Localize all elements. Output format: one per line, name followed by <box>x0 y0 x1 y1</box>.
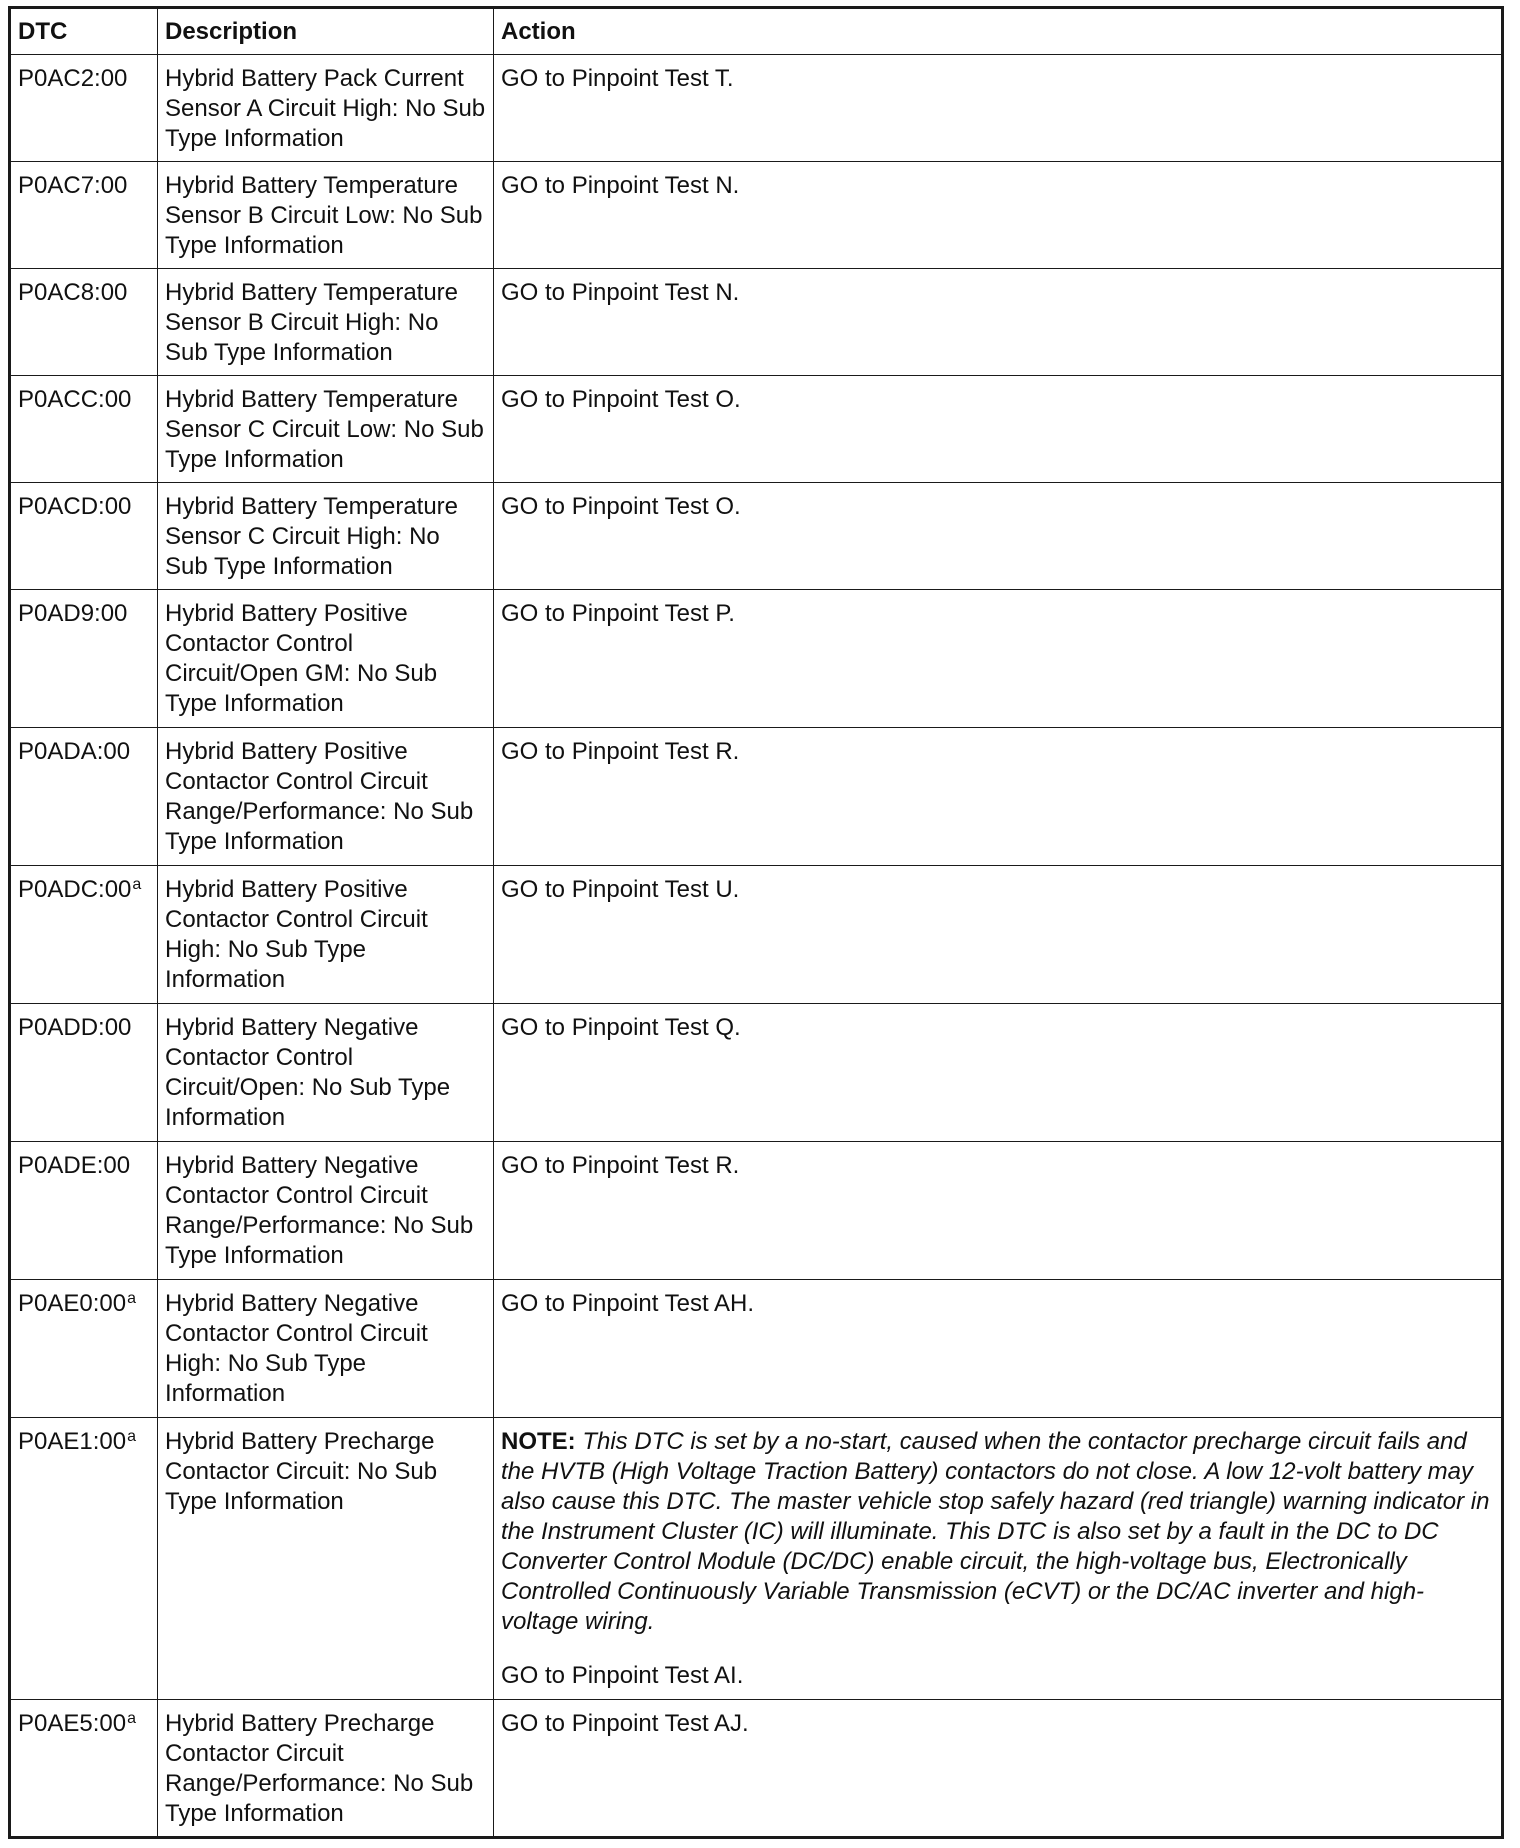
table-row <box>10 1280 1503 1418</box>
dtc-code-cell <box>10 376 158 483</box>
pinpoint-test-action: GO to Pinpoint Test R. <box>501 1152 740 1179</box>
dtc-table <box>8 6 1504 1839</box>
table-row <box>10 1142 1503 1280</box>
dtc-action-cell <box>494 1004 1503 1142</box>
dtc-action-cell <box>494 1142 1503 1280</box>
dtc-description: Hybrid Battery Negative Contactor Control Circuit/Open: No Sub Type Information <box>158 1004 494 1142</box>
dtc-code: P0AE1:00 <box>18 1428 127 1455</box>
dtc-code-cell <box>10 1418 158 1700</box>
dtc-description: Hybrid Battery Precharge Contactor Circuit: No Sub Type Information <box>158 1418 494 1700</box>
dtc-code: P0ACC:00 <box>18 386 132 413</box>
dtc-code: P0ACD:00 <box>18 493 132 520</box>
dtc-code: P0AE0:00 <box>18 1290 127 1317</box>
dtc-description: Hybrid Battery Positive Contactor Control Circuit Range/Performance: No Sub Type Information <box>158 728 494 866</box>
dtc-code-cell <box>10 866 158 1004</box>
dtc-description: Hybrid Battery Temperature Sensor B Circuit High: No Sub Type Information <box>158 269 494 376</box>
dtc-action-cell <box>494 728 1503 866</box>
dtc-action-cell <box>494 162 1503 269</box>
column-header-dtc: DTC <box>10 8 158 55</box>
dtc-code: P0ADA:00 <box>18 738 131 765</box>
table-row <box>10 590 1503 728</box>
table-row <box>10 1700 1503 1838</box>
table-row <box>10 162 1503 269</box>
dtc-code: P0ADD:00 <box>18 1014 132 1041</box>
dtc-code: P0AC8:00 <box>18 279 128 306</box>
note-text: This DTC is set by a no-start, caused when the contactor precharge circuit fails and the HVTB (High Voltage Traction Battery) contactors do not close. A low 12-volt battery may also cause this DTC. The master vehicle stop safely hazard (red triangle) warning indicator in the Instrument Cluster (IC) will illuminate. This DTC is also set by a fault in the DC to DC Converter Control Module (DC/DC) enable circuit, the high-voltage bus, Electronically Controlled Continuously Variable Transmission (eCVT) or the DC/AC inverter and high-voltage wiring. <box>501 1428 1490 1635</box>
pinpoint-test-action: GO to Pinpoint Test AJ. <box>501 1710 749 1737</box>
dtc-code-cell <box>10 728 158 866</box>
dtc-code-cell <box>10 1142 158 1280</box>
dtc-code: P0AC7:00 <box>18 172 128 199</box>
dtc-action-cell <box>494 1418 1503 1700</box>
dtc-description: Hybrid Battery Positive Contactor Control Circuit/Open GM: No Sub Type Information <box>158 590 494 728</box>
dtc-code: P0ADC:00 <box>18 876 132 903</box>
dtc-description: Hybrid Battery Negative Contactor Control Circuit High: No Sub Type Information <box>158 1280 494 1418</box>
table-row <box>10 1418 1503 1700</box>
dtc-description: Hybrid Battery Precharge Contactor Circuit Range/Performance: No Sub Type Information <box>158 1700 494 1838</box>
dtc-description: Hybrid Battery Temperature Sensor C Circuit Low: No Sub Type Information <box>158 376 494 483</box>
pinpoint-test-action: GO to Pinpoint Test U. <box>501 876 740 903</box>
table-row <box>10 376 1503 483</box>
dtc-action-cell <box>494 55 1503 162</box>
dtc-action-cell <box>494 866 1503 1004</box>
dtc-code-cell <box>10 590 158 728</box>
table-row <box>10 55 1503 162</box>
dtc-description: Hybrid Battery Temperature Sensor B Circuit Low: No Sub Type Information <box>158 162 494 269</box>
table-row <box>10 483 1503 590</box>
pinpoint-test-action: GO to Pinpoint Test O. <box>501 493 741 520</box>
footnote-marker: a <box>127 1290 136 1307</box>
dtc-code: P0AE5:00 <box>18 1710 127 1737</box>
table-row <box>10 728 1503 866</box>
dtc-code-cell <box>10 1004 158 1142</box>
footnote-marker: a <box>127 1710 136 1727</box>
dtc-action-cell <box>494 1280 1503 1418</box>
pinpoint-test-action: GO to Pinpoint Test T. <box>501 65 734 92</box>
footnote-marker: a <box>127 1428 136 1445</box>
pinpoint-test-action: GO to Pinpoint Test Q. <box>501 1014 741 1041</box>
dtc-description: Hybrid Battery Negative Contactor Control Circuit Range/Performance: No Sub Type Information <box>158 1142 494 1280</box>
dtc-description: Hybrid Battery Pack Current Sensor A Circuit High: No Sub Type Information <box>158 55 494 162</box>
footnote-marker: a <box>132 876 142 893</box>
table-row <box>10 866 1503 1004</box>
pinpoint-test-action: GO to Pinpoint Test P. <box>501 600 735 627</box>
dtc-action-cell <box>494 1700 1503 1838</box>
dtc-code: P0AC2:00 <box>18 65 128 92</box>
dtc-code-cell <box>10 483 158 590</box>
pinpoint-test-action: GO to Pinpoint Test AH. <box>501 1290 755 1317</box>
dtc-code-cell <box>10 1700 158 1838</box>
pinpoint-test-action: GO to Pinpoint Test R. <box>501 738 740 765</box>
column-header-description: Description <box>158 8 494 55</box>
column-header-action: Action <box>494 8 1503 55</box>
dtc-code: P0AD9:00 <box>18 600 128 627</box>
dtc-code-cell <box>10 1280 158 1418</box>
dtc-description: Hybrid Battery Positive Contactor Control Circuit High: No Sub Type Information <box>158 866 494 1004</box>
table-header-row <box>10 8 1503 55</box>
dtc-action-cell <box>494 590 1503 728</box>
dtc-code-cell <box>10 162 158 269</box>
pinpoint-test-action: GO to Pinpoint Test N. <box>501 279 740 306</box>
pinpoint-test-action: GO to Pinpoint Test AI. <box>501 1662 744 1689</box>
dtc-action-cell <box>494 483 1503 590</box>
table-row <box>10 1004 1503 1142</box>
dtc-action-cell <box>494 269 1503 376</box>
dtc-description: Hybrid Battery Temperature Sensor C Circuit High: No Sub Type Information <box>158 483 494 590</box>
dtc-code: P0ADE:00 <box>18 1152 131 1179</box>
table-row <box>10 269 1503 376</box>
note-block <box>501 1427 1494 1637</box>
note-label: NOTE: <box>501 1428 576 1455</box>
dtc-code-cell <box>10 55 158 162</box>
dtc-code-cell <box>10 269 158 376</box>
dtc-action-cell <box>494 376 1503 483</box>
pinpoint-test-action: GO to Pinpoint Test O. <box>501 386 741 413</box>
pinpoint-test-action: GO to Pinpoint Test N. <box>501 172 740 199</box>
